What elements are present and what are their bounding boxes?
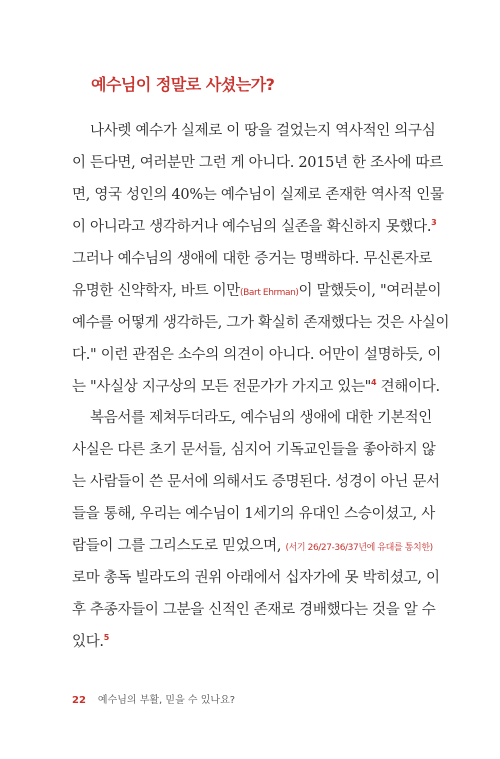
text-line xyxy=(72,434,436,466)
footnote-5: 5 xyxy=(103,633,110,643)
line-text: 람들이 그를 그리스도로 믿었으며, xyxy=(72,538,286,554)
line-text: 이 말했듯이, "여러분이 xyxy=(298,283,442,299)
line-text: 나사렛 예수가 실제로 이 땅을 걸었는지 역사적인 의구심 xyxy=(90,123,436,139)
running-title: 예수님의 부활, 믿을 수 있나요? xyxy=(97,695,236,706)
line-text: 는 "사실상 지구상의 모든 전문가가 가지고 있는" xyxy=(72,379,372,395)
text-line xyxy=(72,402,432,434)
text-line xyxy=(72,530,432,562)
line-text: 견해이다. xyxy=(376,379,440,395)
line-text: 면, 영국 성인의 40%는 예수님이 실제로 존재한 역사적 인물 xyxy=(72,187,444,203)
line-text: 예수를 어떻게 생각하든, 그가 확실히 존재했다는 것은 사실이 xyxy=(72,315,450,331)
text-line xyxy=(72,562,440,594)
pilate-note: (서기 26/27-36/37년에 유대를 통치한) xyxy=(285,543,433,553)
line-text: 후 추종자들이 그분을 신적인 존재로 경배했다는 것을 알 수 xyxy=(72,602,436,618)
footnote-3: 3 xyxy=(431,218,437,228)
text-line xyxy=(72,466,440,498)
text-line xyxy=(72,498,435,530)
text-line xyxy=(72,115,436,147)
text-line xyxy=(72,594,436,626)
paragraph-1 xyxy=(72,115,450,403)
text-line xyxy=(72,179,444,211)
paragraph-2 xyxy=(72,402,440,658)
line-text: 들을 통해, 우리는 예수님이 1세기의 유대인 스승이셨고, 사 xyxy=(72,506,435,522)
line-text: 있다. xyxy=(72,634,104,650)
footnote-4: 4 xyxy=(371,378,377,388)
line-text: 복음서를 제쳐두더라도, 예수님의 생애에 대한 기본적인 xyxy=(90,410,432,426)
text-line xyxy=(72,243,432,275)
page-number: 22 xyxy=(72,695,86,706)
text-line xyxy=(72,339,442,371)
text-line xyxy=(72,307,450,339)
line-text: 다." 이런 관점은 소수의 의견이 아니다. 어만이 설명하듯, 이 xyxy=(72,347,442,363)
page-footer xyxy=(72,691,235,706)
line-text: 그러나 예수님의 생애에 대한 증거는 명백하다. 무신론자로 xyxy=(72,251,432,267)
ehrman-english-name: (Bart Ehrman) xyxy=(240,288,299,298)
line-text: 이 든다면, 여러분만 그런 게 아니다. 2015년 한 조사에 따르 xyxy=(72,155,443,171)
line-text: 이 아니라고 생각하거나 예수님의 실존을 확신하지 못했다. xyxy=(72,219,432,235)
section-heading: 예수님이 정말로 사셨는가? xyxy=(91,75,275,94)
line-text: 사실은 다른 초기 문서들, 심지어 기독교인들을 좋아하지 않 xyxy=(72,442,436,458)
text-line xyxy=(72,147,443,179)
text-line xyxy=(72,371,440,403)
text-line xyxy=(72,275,442,307)
line-text: 로마 총독 빌라도의 권위 아래에서 십자가에 못 박히셨고, 이 xyxy=(72,570,440,586)
text-line xyxy=(72,211,437,243)
line-text: 는 사람들이 쓴 문서에 의해서도 증명된다. 성경이 아닌 문서 xyxy=(72,474,440,490)
text-line xyxy=(72,626,432,658)
line-text: 유명한 신약학자, 바트 이만 xyxy=(72,283,241,299)
